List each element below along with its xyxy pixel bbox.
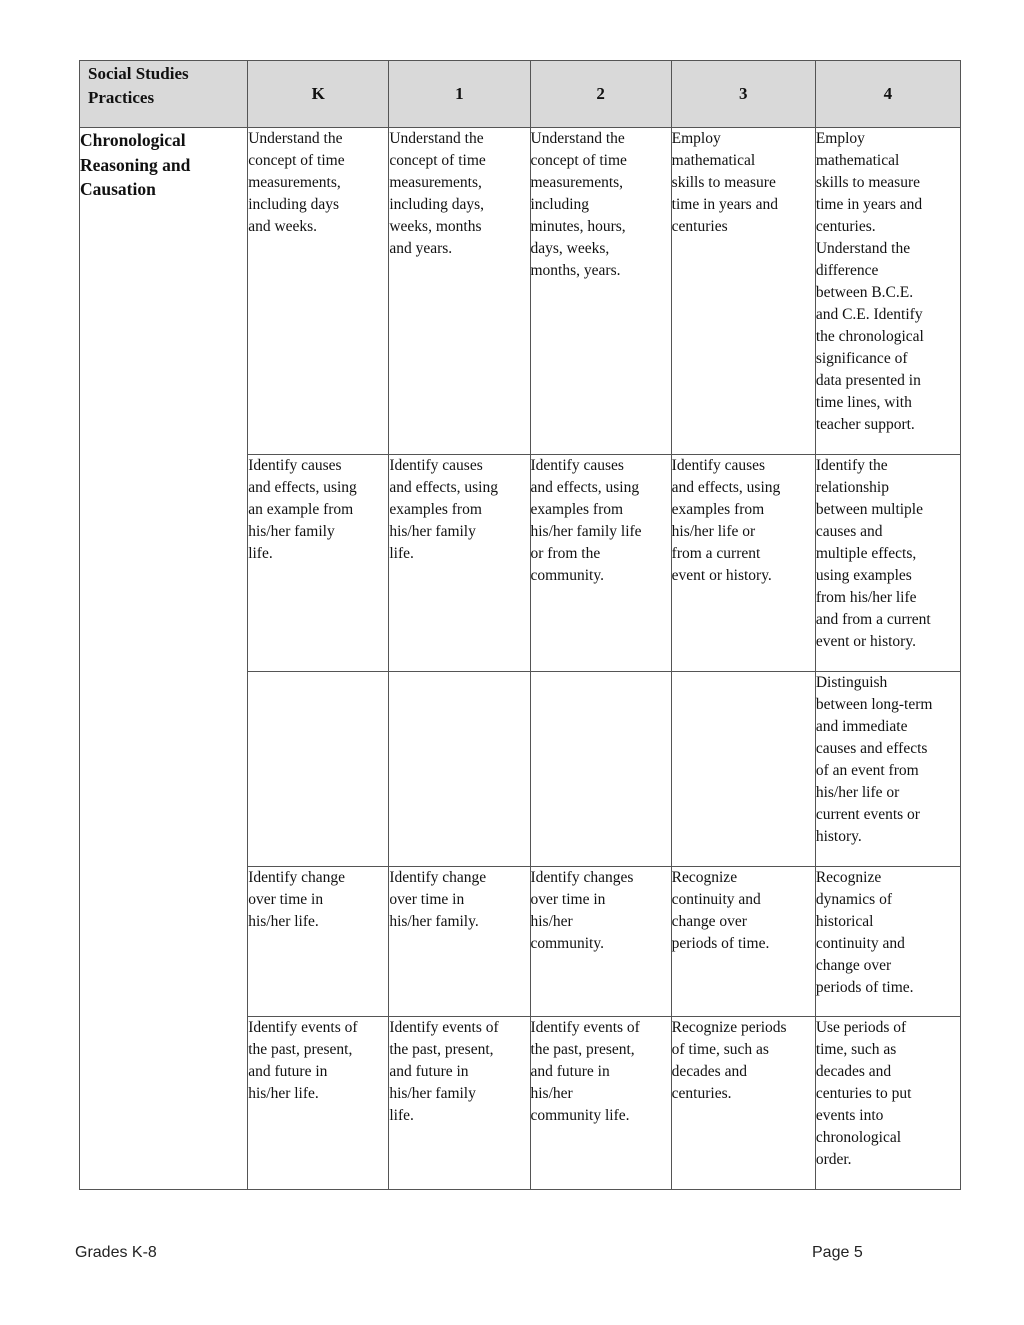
practice-label: Chronological Reasoning and Causation	[80, 128, 248, 1190]
table-cell: Employ mathematical skills to measure time in years and centuries. Understand the difference between B.C.E. and C.E. Identify the chronological significance of data presented in time lines, with teacher support.	[815, 128, 960, 455]
table-cell: Identify the relationship between multiple causes and multiple effects, using examples from his/her life and from a current event or history.	[815, 455, 960, 672]
table-cell: Understand the concept of time measurements, including days and weeks.	[248, 128, 389, 455]
table-cell: Employ mathematical skills to measure time in years and centuries	[671, 128, 815, 455]
table-cell: Identify events of the past, present, and future in his/her life.	[248, 1017, 389, 1190]
table-cell: Use periods of time, such as decades and centuries to put events into chronological order.	[815, 1017, 960, 1190]
table-cell: Identify causes and effects, using examples from his/her family life or from the community.	[530, 455, 671, 672]
header-practices: Social Studies Practices	[80, 61, 248, 128]
footer-grade-range: Grades K-8	[75, 1244, 157, 1261]
header-grade-3: 3	[671, 61, 815, 128]
table-cell: Understand the concept of time measurements, including days, weeks, months and years.	[389, 128, 530, 455]
table-cell: Identify causes and effects, using an example from his/her family life.	[248, 455, 389, 672]
table-cell: Distinguish between long-term and immediate causes and effects of an event from his/her life or current events or history.	[815, 672, 960, 867]
table-cell: Identify changes over time in his/her community.	[530, 867, 671, 1017]
header-grade-4: 4	[815, 61, 960, 128]
header-row	[80, 61, 961, 128]
table-cell: Recognize periods of time, such as decades and centuries.	[671, 1017, 815, 1190]
table-cell	[248, 672, 389, 867]
standards-table	[79, 60, 961, 1190]
table-cell	[530, 672, 671, 867]
table-cell: Identify change over time in his/her family.	[389, 867, 530, 1017]
header-grade-1: 1	[389, 61, 530, 128]
table-cell: Recognize dynamics of historical continuity and change over periods of time.	[815, 867, 960, 1017]
table-cell: Identify change over time in his/her life.	[248, 867, 389, 1017]
table-cell: Recognize continuity and change over periods of time.	[671, 867, 815, 1017]
header-grade-2: 2	[530, 61, 671, 128]
table-cell: Identify causes and effects, using examples from his/her life or from a current event or history.	[671, 455, 815, 672]
table-cell: Identify causes and effects, using examples from his/her family life.	[389, 455, 530, 672]
table-row	[80, 128, 961, 455]
table-cell: Identify events of the past, present, and future in his/her family life.	[389, 1017, 530, 1190]
footer-page-number: Page 5	[812, 1244, 863, 1261]
table-cell: Identify events of the past, present, and future in his/her community life.	[530, 1017, 671, 1190]
table-cell: Understand the concept of time measurements, including minutes, hours, days, weeks, months, years.	[530, 128, 671, 455]
table-cell	[389, 672, 530, 867]
header-grade-k: K	[248, 61, 389, 128]
table-cell	[671, 672, 815, 867]
